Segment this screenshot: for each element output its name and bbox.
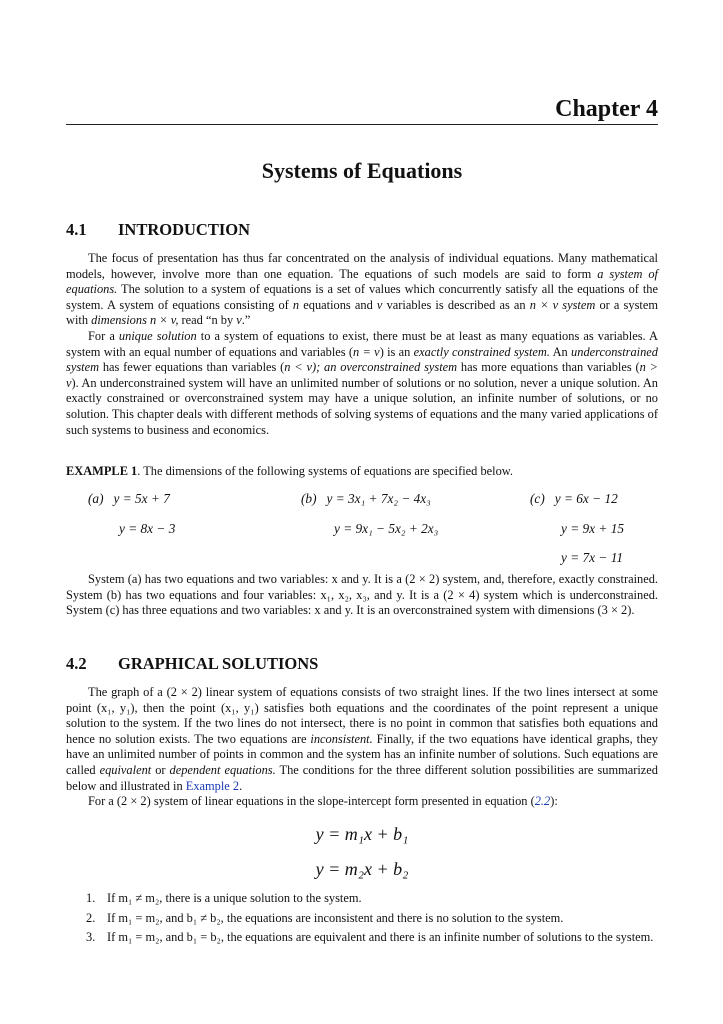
equation-2-2-link[interactable]: 2.2 [534, 794, 551, 809]
example-1-discussion: System (a) has two equations and two variables: x and y. It is a (2 × 2) system, and, therefore, exactly constrained. System (b) has two equations and four variables: x₁, x₂, x₃, and y. It is a (2 × 4) system which is underconstrained. System (c) has three equations and two variables: x and y. It is an overconstrained system with dimensions (3 × 2). [66, 572, 658, 618]
system-c-eq1: (c) y = 6x − 12 [530, 491, 618, 506]
system-c-eq2: y = 9x + 15 [561, 521, 624, 536]
graphical-paragraph-1: The graph of a (2 × 2) linear system of equations consists of two straight lines. If the two lines intersect at some point (x₁, y₁), then the point (x₁, y₁) satisfies both equations and the coordinates of the point represent a unique solution to the system. If the two lines do not intersect, there is no point in common that satisfies both equations and hence no solution exists. The two equations are inconsistent. Finally, if the two equations have identical graphs, they have an unlimited number of points in common and the system has an infinite number of solutions. Such equations are called equivalent or dependent equations. The conditions for the three different solution possibilities are summarized below and illustrated in Example 2. [66, 685, 658, 793]
graphical-paragraphs [66, 685, 658, 810]
system-b-eq1: (b) y = 3x₁ + 7x₂ − 4x₃ [301, 491, 431, 506]
section-heading-4-2 [66, 654, 318, 674]
intro-paragraph-2: For a unique solution to a system of equations to exist, there must be at least as many equations as variables. A system with an equal number of equations and variables (n = v) is an exactly constrained system. An underconstrained system has fewer equations than variables (n < v); an overconstrained system has more equations than variables (n > v). An underconstrained system will have an unlimited number of solutions or no solution, never a unique solution. An exactly constrained or overconstrained system may have a unique solution, an infinite number of solutions, or no solution. This chapter deals with different methods of solving systems of equations and the many varied applications of such systems to business and economics. [66, 328, 658, 437]
graphical-paragraph-2: For a (2 × 2) system of linear equations in the slope-intercept form presented in equation (2.2): [88, 794, 558, 809]
intro-paragraph-1: The focus of presentation has thus far concentrated on the analysis of individual equations. Many mathematical models, however, involve more than one equation. The equations of such models are said to form a system of equations. The solution to a system of equations is a set of values which concurrently satisfy all the equations of the system. A system of equations consisting of n equations and v variables is described as an n × v system or a system with dimensions n × v, read “n by v.” [66, 251, 658, 328]
system-a-eq2: y = 8x − 3 [119, 521, 176, 536]
example-label: EXAMPLE 1 [66, 464, 138, 478]
section-title: GRAPHICAL SOLUTIONS [118, 654, 319, 673]
section-title: INTRODUCTION [118, 220, 251, 239]
section-number: 4.1 [66, 220, 87, 239]
example-1-intro: EXAMPLE 1. The dimensions of the following systems of equations are specified below. [66, 464, 514, 478]
section-heading-4-1 [66, 220, 250, 240]
example-2-link[interactable]: Example 2 [185, 778, 240, 793]
chapter-rule [66, 124, 658, 125]
system-a-eq1: (a) y = 5x + 7 [88, 491, 170, 506]
intro-paragraphs [66, 251, 658, 438]
system-c-eq3: y = 7x − 11 [561, 550, 624, 565]
section-number: 4.2 [66, 654, 87, 673]
list-item: 3. If m₁ = m₂, and b₁ = b₂, the equations are equivalent and there is an infinite number of solutions to the system. [86, 930, 654, 945]
system-b-eq2: y = 9x₁ − 5x₂ + 2x₃ [334, 521, 439, 536]
conditions-list [86, 891, 658, 950]
list-item: 1. If m₁ ≠ m₂, there is a unique solution to the system. [86, 891, 362, 905]
chapter-heading: Chapter 4 [555, 96, 658, 122]
chapter-title: Systems of Equations [261, 158, 463, 183]
slope-intercept-eq2: y = m₂x + b₂ [315, 859, 409, 879]
list-item: 2. If m₁ = m₂, and b₁ ≠ b₂, the equations are inconsistent and there is no solution to the system. [86, 910, 564, 925]
slope-intercept-eq1: y = m₁x + b₁ [315, 824, 409, 844]
